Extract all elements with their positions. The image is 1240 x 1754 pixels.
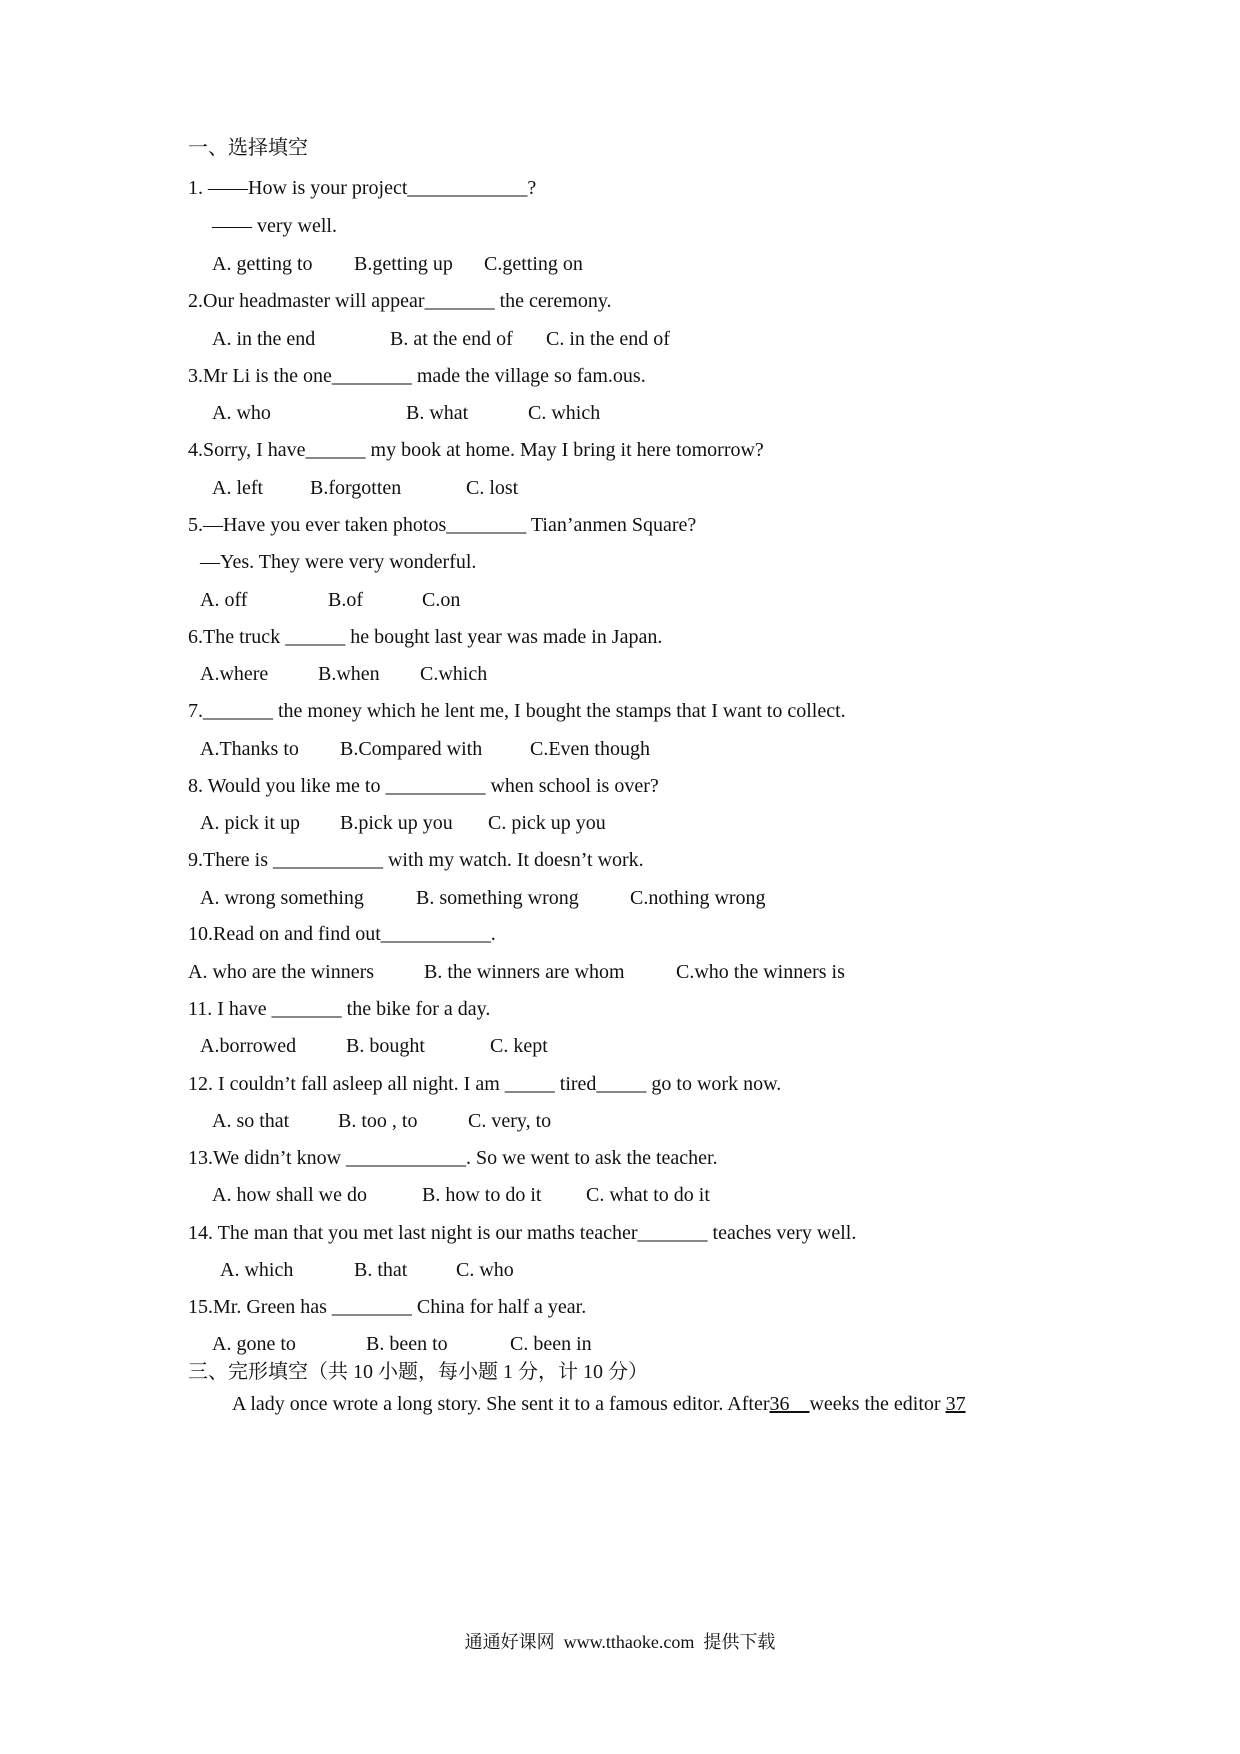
question-1-option-b: B.getting up bbox=[354, 253, 453, 275]
question-8-stem: 8. Would you like me to __________ when school is over? bbox=[188, 775, 659, 797]
question-15-option-b: B. been to bbox=[366, 1333, 448, 1355]
section-title-choice: 一、选择填空 bbox=[188, 137, 308, 159]
question-9-stem: 9.There is ___________ with my watch. It doesn’t work. bbox=[188, 849, 644, 871]
question-8-option-a: A. pick it up bbox=[200, 812, 300, 834]
question-13-option-a: A. how shall we do bbox=[212, 1184, 367, 1206]
question-5-option-a: A. off bbox=[200, 589, 248, 611]
question-14-option-c: C. who bbox=[456, 1259, 514, 1281]
question-1-option-a: A. getting to bbox=[212, 253, 313, 275]
question-9-option-c: C.nothing wrong bbox=[630, 887, 766, 909]
question-6-option-c: C.which bbox=[420, 663, 488, 685]
question-15-option-c: C. been in bbox=[510, 1333, 592, 1355]
question-11-option-a: A.borrowed bbox=[200, 1035, 297, 1057]
cloze-paragraph bbox=[232, 1392, 966, 1416]
question-11-option-c: C. kept bbox=[490, 1035, 548, 1057]
question-2-option-b: B. at the end of bbox=[390, 328, 513, 350]
question-7-option-b: B.Compared with bbox=[340, 738, 483, 760]
question-2-option-a: A. in the end bbox=[212, 328, 316, 350]
question-9-option-b: B. something wrong bbox=[416, 887, 579, 909]
question-14-stem: 14. The man that you met last night is our maths teacher_______ teaches very well. bbox=[188, 1222, 857, 1244]
question-15-stem: 15.Mr. Green has ________ China for half a year. bbox=[188, 1296, 587, 1318]
question-7-stem: 7._______ the money which he lent me, I bought the stamps that I want to collect. bbox=[188, 700, 846, 722]
question-6-stem: 6.The truck ______ he bought last year was made in Japan. bbox=[188, 626, 663, 648]
question-5-answer-line: —Yes. They were very wonderful. bbox=[200, 551, 477, 573]
question-1-option-c: C.getting on bbox=[484, 253, 583, 275]
question-8-option-b: B.pick up you bbox=[340, 812, 453, 834]
question-12-stem: 12. I couldn’t fall asleep all night. I am _____ tired_____ go to work now. bbox=[188, 1073, 782, 1095]
question-10-option-a: A. who are the winners bbox=[188, 961, 375, 983]
question-3-stem: 3.Mr Li is the one________ made the village so fam.ous. bbox=[188, 365, 646, 387]
question-15-option-a: A. gone to bbox=[212, 1333, 296, 1355]
question-4-option-c: C. lost bbox=[466, 477, 519, 499]
question-6-option-b: B.when bbox=[318, 663, 380, 685]
question-1-answer-line: —— very well. bbox=[212, 215, 337, 237]
page-footer: 通通好课网 www.tthaoke.com 提供下载 bbox=[464, 1632, 776, 1652]
cloze-blank-36: 36 bbox=[769, 1393, 790, 1415]
question-10-option-c: C.who the winners is bbox=[676, 961, 845, 983]
question-1-stem: 1. ——How is your project____________? bbox=[188, 177, 537, 199]
question-13-option-c: C. what to do it bbox=[586, 1184, 710, 1206]
question-13-stem: 13.We didn’t know ____________. So we went to ask the teacher. bbox=[188, 1147, 718, 1169]
question-10-stem: 10.Read on and find out___________. bbox=[188, 923, 496, 945]
question-12-option-a: A. so that bbox=[212, 1110, 290, 1132]
question-2-stem: 2.Our headmaster will appear_______ the ceremony. bbox=[188, 290, 612, 312]
question-7-option-a: A.Thanks to bbox=[200, 738, 299, 760]
cloze-text-start: A lady once wrote a long story. She sent it to a famous editor. After bbox=[232, 1393, 770, 1415]
question-12-option-c: C. very, to bbox=[468, 1110, 552, 1132]
question-5-option-b: B.of bbox=[328, 589, 363, 611]
section-title-cloze: 三、完形填空（共 10 小题，每小题 1 分，计 10 分） bbox=[188, 1361, 648, 1383]
question-3-option-b: B. what bbox=[406, 402, 469, 424]
question-4-stem: 4.Sorry, I have______ my book at home. May I bring it here tomorrow? bbox=[188, 439, 764, 461]
question-13-option-b: B. how to do it bbox=[422, 1184, 542, 1206]
question-11-option-b: B. bought bbox=[346, 1035, 425, 1057]
cloze-text-mid: weeks the editor bbox=[809, 1393, 946, 1415]
question-3-option-c: C. which bbox=[528, 402, 601, 424]
question-14-option-a: A. which bbox=[220, 1259, 294, 1281]
cloze-blank-37: 37 bbox=[945, 1393, 966, 1415]
question-8-option-c: C. pick up you bbox=[488, 812, 606, 834]
question-14-option-b: B. that bbox=[354, 1259, 408, 1281]
question-10-option-b: B. the winners are whom bbox=[424, 961, 625, 983]
question-5-stem: 5.—Have you ever taken photos________ Tian’anmen Square? bbox=[188, 514, 697, 536]
question-9-option-a: A. wrong something bbox=[200, 887, 364, 909]
question-4-option-a: A. left bbox=[212, 477, 264, 499]
question-2-option-c: C. in the end of bbox=[546, 328, 670, 350]
question-6-option-a: A.where bbox=[200, 663, 269, 685]
question-7-option-c: C.Even though bbox=[530, 738, 650, 760]
question-5-option-c: C.on bbox=[422, 589, 461, 611]
question-3-option-a: A. who bbox=[212, 402, 271, 424]
question-12-option-b: B. too , to bbox=[338, 1110, 418, 1132]
question-4-option-b: B.forgotten bbox=[310, 477, 402, 499]
question-11-stem: 11. I have _______ the bike for a day. bbox=[188, 998, 491, 1020]
